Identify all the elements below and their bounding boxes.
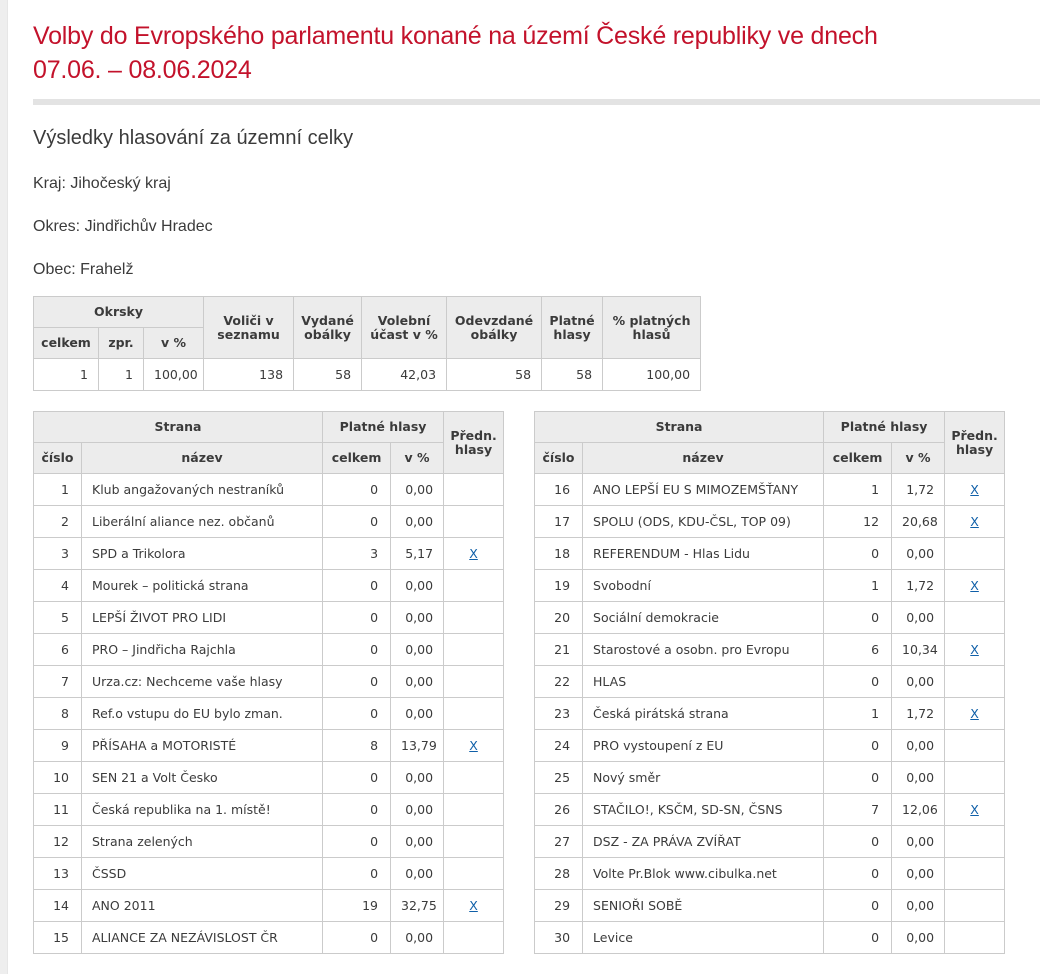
header-platne-hlasy: Platné hlasy [323, 412, 444, 443]
pref-votes-cell [444, 538, 504, 570]
party-row [34, 634, 504, 666]
party-votes-total: 0 [323, 762, 391, 794]
party-row [34, 858, 504, 890]
party-number: 11 [34, 794, 82, 826]
party-votes-total: 0 [323, 858, 391, 890]
party-votes-percent: 0,00 [391, 474, 444, 506]
turnout-summary-table [33, 296, 701, 391]
pct-platnych-value: 100,00 [603, 359, 701, 391]
party-number: 13 [34, 858, 82, 890]
party-votes-percent: 1,72 [892, 474, 945, 506]
party-name: ČSSD [82, 858, 323, 890]
header-strana: Strana [535, 412, 824, 443]
party-row [34, 890, 504, 922]
party-name: SPOLU (ODS, KDU-ČSL, TOP 09) [583, 506, 824, 538]
party-votes-total: 0 [824, 762, 892, 794]
party-votes-percent: 1,72 [892, 698, 945, 730]
party-row [34, 698, 504, 730]
party-votes-total: 0 [323, 826, 391, 858]
page-title-line2: 07.06. – 08.06.2024 [33, 56, 252, 84]
party-row [34, 826, 504, 858]
header-vydane-obalky: Vydané obálky [294, 297, 362, 359]
pref-votes-cell [444, 506, 504, 538]
party-name: Česká republika na 1. místě! [82, 794, 323, 826]
pref-votes-cell [444, 666, 504, 698]
header-volebni-ucast: Volební účast v % [362, 297, 447, 359]
header-nazev: název [82, 443, 323, 474]
party-votes-total: 19 [323, 890, 391, 922]
pref-votes-cell [444, 922, 504, 954]
party-votes-percent: 0,00 [391, 826, 444, 858]
party-votes-total: 7 [824, 794, 892, 826]
party-name: PRO vystoupení z EU [583, 730, 824, 762]
party-row [535, 698, 1005, 730]
party-number: 23 [535, 698, 583, 730]
volici-value: 138 [204, 359, 294, 391]
party-name: Liberální aliance nez. občanů [82, 506, 323, 538]
party-votes-total: 0 [824, 922, 892, 954]
okrsky-celkem-value: 1 [34, 359, 99, 391]
party-row [535, 474, 1005, 506]
party-name: Sociální demokracie [583, 602, 824, 634]
okrsky-zpr-value: 1 [99, 359, 144, 391]
party-votes-percent: 0,00 [391, 570, 444, 602]
section-title: Výsledky hlasování za územní celky [33, 127, 354, 149]
party-votes-percent: 0,00 [892, 538, 945, 570]
page-left-gutter [0, 0, 8, 974]
header-okrsky: Okrsky [34, 297, 204, 328]
party-row [34, 730, 504, 762]
party-row [535, 890, 1005, 922]
party-row [34, 506, 504, 538]
party-number: 14 [34, 890, 82, 922]
party-name: Svobodní [583, 570, 824, 602]
pref-votes-cell [945, 634, 1005, 666]
party-votes-percent: 0,00 [391, 634, 444, 666]
party-row [34, 602, 504, 634]
pref-votes-cell [945, 698, 1005, 730]
party-row [34, 922, 504, 954]
party-row [535, 666, 1005, 698]
party-votes-total: 0 [824, 890, 892, 922]
pref-votes-cell [945, 890, 1005, 922]
party-name: Klub angažovaných nestraníků [82, 474, 323, 506]
party-row [535, 634, 1005, 666]
pref-votes-cell [444, 634, 504, 666]
party-name: HLAS [583, 666, 824, 698]
party-number: 8 [34, 698, 82, 730]
pref-votes-cell [945, 538, 1005, 570]
party-votes-total: 0 [323, 474, 391, 506]
party-row [34, 538, 504, 570]
header-okrsky-celkem: celkem [34, 328, 99, 359]
party-number: 7 [34, 666, 82, 698]
pref-votes-link[interactable]: X [469, 738, 478, 753]
pref-votes-cell [444, 602, 504, 634]
party-votes-total: 0 [323, 794, 391, 826]
party-votes-total: 0 [323, 666, 391, 698]
party-name: ANO 2011 [82, 890, 323, 922]
header-predn-hlasy: Předn. hlasy [444, 412, 504, 474]
party-number: 2 [34, 506, 82, 538]
party-name: STAČILO!, KSČM, SD-SN, ČSNS [583, 794, 824, 826]
party-votes-total: 1 [824, 474, 892, 506]
pref-votes-cell [444, 474, 504, 506]
pref-votes-cell [945, 762, 1005, 794]
pref-votes-cell [945, 858, 1005, 890]
party-votes-total: 0 [824, 826, 892, 858]
party-row [34, 794, 504, 826]
party-votes-percent: 0,00 [892, 666, 945, 698]
pref-votes-cell [444, 570, 504, 602]
party-number: 16 [535, 474, 583, 506]
party-name: Česká pirátská strana [583, 698, 824, 730]
pref-votes-link[interactable]: X [469, 898, 478, 913]
party-number: 10 [34, 762, 82, 794]
party-row [535, 762, 1005, 794]
party-votes-percent: 0,00 [892, 826, 945, 858]
party-votes-total: 0 [824, 538, 892, 570]
party-row [34, 474, 504, 506]
party-votes-percent: 0,00 [391, 506, 444, 538]
title-divider [33, 99, 1040, 105]
party-votes-total: 0 [323, 506, 391, 538]
party-votes-percent: 13,79 [391, 730, 444, 762]
party-row [535, 730, 1005, 762]
party-name: ALIANCE ZA NEZÁVISLOST ČR [82, 922, 323, 954]
party-name: SPD a Trikolora [82, 538, 323, 570]
party-votes-percent: 32,75 [391, 890, 444, 922]
party-table-right-header [535, 412, 1005, 474]
party-votes-percent: 0,00 [391, 794, 444, 826]
party-name: Nový směr [583, 762, 824, 794]
party-row [535, 570, 1005, 602]
party-name: Mourek – politická strana [82, 570, 323, 602]
party-name: DSZ - ZA PRÁVA ZVÍŘAT [583, 826, 824, 858]
party-name: LEPŠÍ ŽIVOT PRO LIDI [82, 602, 323, 634]
pref-votes-cell [945, 730, 1005, 762]
party-name: Strana zelených [82, 826, 323, 858]
party-number: 22 [535, 666, 583, 698]
party-row [34, 762, 504, 794]
party-table-left-header [34, 412, 504, 474]
party-name: Urza.cz: Nechceme vaše hlasy [82, 666, 323, 698]
pref-votes-link[interactable]: X [970, 578, 979, 593]
party-votes-percent: 0,00 [391, 762, 444, 794]
party-name: Volte Pr.Blok www.cibulka.net [583, 858, 824, 890]
party-votes-percent: 5,17 [391, 538, 444, 570]
platne-hlasy-value: 58 [542, 359, 603, 391]
header-celkem: celkem [824, 443, 892, 474]
pref-votes-cell [945, 506, 1005, 538]
party-table-right [534, 411, 1005, 954]
party-number: 30 [535, 922, 583, 954]
pref-votes-cell [444, 890, 504, 922]
header-celkem: celkem [323, 443, 391, 474]
party-results-tables [33, 411, 1040, 954]
turnout-summary-header [34, 297, 701, 359]
party-number: 25 [535, 762, 583, 794]
party-votes-percent: 0,00 [892, 858, 945, 890]
turnout-summary-row [34, 359, 701, 391]
party-number: 20 [535, 602, 583, 634]
party-number: 12 [34, 826, 82, 858]
header-cislo: číslo [34, 443, 82, 474]
header-predn-hlasy: Předn. hlasy [945, 412, 1005, 474]
party-row [535, 794, 1005, 826]
party-row [34, 570, 504, 602]
party-votes-percent: 0,00 [391, 858, 444, 890]
header-platne-hlasy: Platné hlasy [542, 297, 603, 359]
party-name: PŘÍSAHA a MOTORISTÉ [82, 730, 323, 762]
party-votes-percent: 12,06 [892, 794, 945, 826]
party-number: 15 [34, 922, 82, 954]
party-votes-total: 1 [824, 698, 892, 730]
party-number: 18 [535, 538, 583, 570]
party-votes-total: 0 [323, 602, 391, 634]
ucast-value: 42,03 [362, 359, 447, 391]
vydane-obalky-value: 58 [294, 359, 362, 391]
pref-votes-link[interactable]: X [970, 706, 979, 721]
party-name: REFERENDUM - Hlas Lidu [583, 538, 824, 570]
pref-votes-link[interactable]: X [970, 482, 979, 497]
odevzdane-obalky-value: 58 [447, 359, 542, 391]
party-name: ANO LEPŠÍ EU S MIMOZEMŠŤANY [583, 474, 824, 506]
party-votes-total: 8 [323, 730, 391, 762]
pref-votes-cell [945, 570, 1005, 602]
party-votes-percent: 0,00 [391, 602, 444, 634]
header-okrsky-zpr: zpr. [99, 328, 144, 359]
party-votes-percent: 0,00 [892, 890, 945, 922]
pref-votes-cell [444, 698, 504, 730]
party-name: Levice [583, 922, 824, 954]
kraj-line: Kraj: Jihočeský kraj [33, 175, 171, 192]
party-votes-total: 0 [824, 602, 892, 634]
party-number: 5 [34, 602, 82, 634]
pref-votes-cell [444, 794, 504, 826]
party-votes-percent: 0,00 [391, 698, 444, 730]
party-number: 28 [535, 858, 583, 890]
party-number: 21 [535, 634, 583, 666]
header-volici-v-seznamu: Voliči v seznamu [204, 297, 294, 359]
okrsky-pct-value: 100,00 [144, 359, 204, 391]
party-votes-percent: 0,00 [892, 602, 945, 634]
party-name: SENIOŘI SOBĚ [583, 890, 824, 922]
pref-votes-cell [945, 602, 1005, 634]
party-row [535, 506, 1005, 538]
header-odevzdane-obalky: Odevzdané obálky [447, 297, 542, 359]
header-strana: Strana [34, 412, 323, 443]
party-number: 24 [535, 730, 583, 762]
party-number: 19 [535, 570, 583, 602]
pref-votes-link[interactable]: X [970, 802, 979, 817]
party-table-left [33, 411, 504, 954]
party-name: SEN 21 a Volt Česko [82, 762, 323, 794]
party-votes-total: 12 [824, 506, 892, 538]
party-votes-total: 0 [824, 666, 892, 698]
header-cislo: číslo [535, 443, 583, 474]
party-number: 27 [535, 826, 583, 858]
party-number: 3 [34, 538, 82, 570]
party-name: PRO – Jindřicha Rajchla [82, 634, 323, 666]
party-row [535, 538, 1005, 570]
pref-votes-link[interactable]: X [970, 514, 979, 529]
party-votes-total: 1 [824, 570, 892, 602]
party-number: 9 [34, 730, 82, 762]
party-votes-percent: 0,00 [391, 666, 444, 698]
party-votes-percent: 0,00 [892, 730, 945, 762]
okres-line: Okres: Jindřichův Hradec [33, 218, 213, 235]
pref-votes-link[interactable]: X [970, 642, 979, 657]
party-votes-percent: 20,68 [892, 506, 945, 538]
party-votes-total: 6 [824, 634, 892, 666]
party-votes-percent: 1,72 [892, 570, 945, 602]
pref-votes-cell [444, 762, 504, 794]
pref-votes-cell [444, 858, 504, 890]
page-title-line1: Volby do Evropského parlamentu konané na území České republiky ve dnech [33, 22, 878, 50]
party-row [535, 858, 1005, 890]
party-number: 1 [34, 474, 82, 506]
party-number: 6 [34, 634, 82, 666]
party-row [535, 826, 1005, 858]
party-row [34, 666, 504, 698]
pref-votes-cell [945, 826, 1005, 858]
pref-votes-link[interactable]: X [469, 546, 478, 561]
party-number: 26 [535, 794, 583, 826]
header-v-pct: v % [391, 443, 444, 474]
party-row [535, 922, 1005, 954]
header-platne-hlasy: Platné hlasy [824, 412, 945, 443]
party-votes-percent: 10,34 [892, 634, 945, 666]
party-votes-total: 0 [323, 634, 391, 666]
pref-votes-cell [444, 826, 504, 858]
party-votes-total: 3 [323, 538, 391, 570]
header-pct-platnych: % platných hlasů [603, 297, 701, 359]
party-votes-total: 0 [824, 858, 892, 890]
party-row [535, 602, 1005, 634]
pref-votes-cell [444, 730, 504, 762]
header-v-pct: v % [892, 443, 945, 474]
party-votes-total: 0 [824, 730, 892, 762]
party-name: Ref.o vstupu do EU bylo zman. [82, 698, 323, 730]
header-nazev: název [583, 443, 824, 474]
party-name: Starostové a osobn. pro Evropu [583, 634, 824, 666]
party-votes-total: 0 [323, 922, 391, 954]
pref-votes-cell [945, 794, 1005, 826]
pref-votes-cell [945, 666, 1005, 698]
pref-votes-cell [945, 922, 1005, 954]
page-title [33, 19, 1040, 87]
party-number: 4 [34, 570, 82, 602]
party-votes-percent: 0,00 [892, 762, 945, 794]
party-votes-total: 0 [323, 698, 391, 730]
page-content [33, 0, 1040, 954]
header-okrsky-v-pct: v % [144, 328, 204, 359]
party-number: 17 [535, 506, 583, 538]
obec-line: Obec: Frahelž [33, 261, 134, 278]
party-votes-total: 0 [323, 570, 391, 602]
party-number: 29 [535, 890, 583, 922]
party-votes-percent: 0,00 [391, 922, 444, 954]
party-votes-percent: 0,00 [892, 922, 945, 954]
pref-votes-cell [945, 474, 1005, 506]
